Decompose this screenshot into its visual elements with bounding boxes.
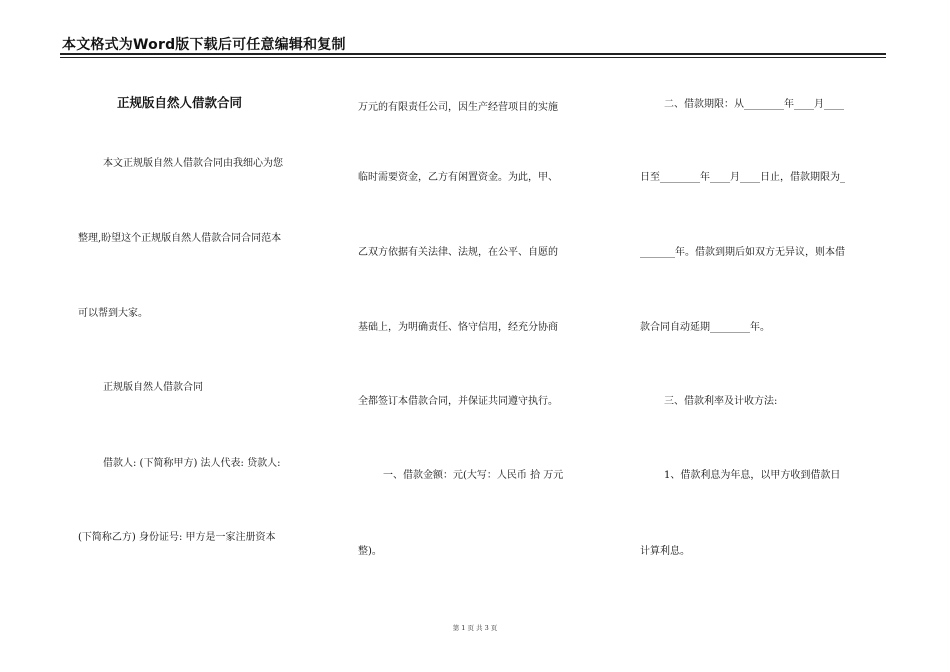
col3-line-3: _______年。借款到期后如双方无异议，则本借 (640, 247, 845, 258)
col2-line-1: 万元的有限责任公司，因生产经营项目的实施 (358, 102, 558, 113)
col3-line-4: 款合同自动延期________年。 (640, 322, 770, 333)
col2-line-2: 临时需要资金，乙方有闲置资金。为此，甲、 (358, 172, 558, 183)
col2-line-5: 全都签订本借款合同，并保证共同遵守执行。 (358, 396, 558, 407)
page-number-footer: 第 1 页 共 3 页 (452, 624, 498, 632)
col1-line-6: (下简称乙方) 身份证号: 甲方是一家注册资本 (78, 532, 276, 543)
document-title: 正规版自然人借款合同 (117, 95, 243, 110)
header-rule-thick (60, 53, 886, 55)
download-banner: 本文格式为Word版下载后可任意编辑和复制 (62, 37, 346, 53)
col3-line-7: 计算利息。 (640, 546, 690, 557)
col1-line-3: 可以帮到大家。 (78, 308, 148, 319)
col3-line-5: 三、借款利率及计收方法: (664, 396, 778, 407)
col3-line-2: 日至________年____月____日止，借款期限为_ (640, 172, 845, 183)
col1-line-2: 整理,盼望这个正规版自然人借款合同合同范本 (78, 233, 282, 244)
header-rule-thin (60, 57, 886, 58)
col3-line-1: 二、借款期限：从________年____月____ (664, 99, 844, 110)
col1-line-1: 本文正规版自然人借款合同由我细心为您 (103, 158, 283, 169)
col1-line-5: 借款人: (下简称甲方) 法人代表: 贷款人: (103, 458, 281, 469)
col2-line-6: 一、借款金额：元(大写：人民币 拾 万元 (383, 470, 564, 481)
col2-line-4: 基础上，为明确责任、恪守信用，经充分协商 (358, 322, 558, 333)
col2-line-7: 整)。 (358, 546, 382, 557)
col1-line-4: 正规版自然人借款合同 (103, 382, 203, 393)
col3-line-6: 1、借款利息为年息，以甲方收到借款日 (664, 470, 841, 481)
col2-line-3: 乙双方依据有关法律、法规，在公平、自愿的 (358, 247, 558, 258)
